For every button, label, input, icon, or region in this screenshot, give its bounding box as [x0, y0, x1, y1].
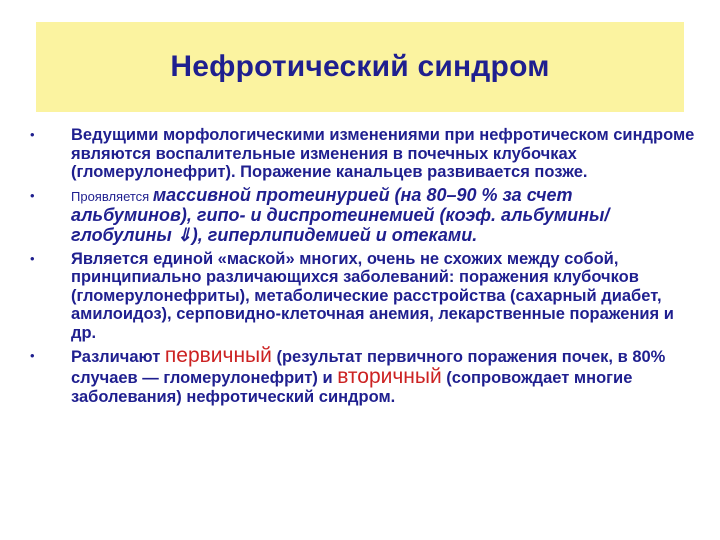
primary-term: первичный [164, 344, 272, 367]
bullet-1-text: Ведущими морфологическими изменениями при нефротическом синдроме являются воспалительные изменения в почечных клубочках (гломерулонефрит). Поражение канальцев развивается позже. [71, 126, 695, 181]
bullet-icon: • [30, 187, 35, 203]
secondary-term: вторичный [337, 365, 442, 388]
bullet-item-1 [26, 126, 698, 182]
page-title: Нефротический синдром [170, 50, 550, 83]
bullet-icon: • [30, 250, 35, 266]
bullet-4-part1: Различают [71, 348, 165, 366]
bullet-list [26, 126, 698, 411]
bullet-item-4 [26, 346, 698, 407]
bullet-2-prefix: Проявляется [71, 188, 153, 204]
bullet-icon: • [30, 348, 35, 363]
bullet-item-3 [26, 250, 698, 343]
title-banner [36, 22, 684, 112]
bullet-4-part2: (результат первичного поражения почек, в 80% случаев — гломерулонефрит) и [71, 348, 666, 387]
bullet-4-part3: (сопровождает многие заболевания) нефротический синдром. [71, 369, 633, 406]
bullet-2-emphasis: массивной протеинурией (на 80–90 % за счет альбуминов), гипо- и диспротеинемией (коэф. альбумины/глобулины ⇓), гиперлипидемией и отеками. [71, 184, 610, 245]
bullet-3-text: Является единой «маской» многих, очень не схожих между собой, принципиально различающихся заболеваний: поражения клубочков (гломерулонефриты), метаболические расстройства (сахарный диабет, амилоидоз), серповидно-клеточная анемия, лекарственные поражения и др. [71, 249, 674, 342]
bullet-icon: • [30, 127, 35, 142]
bullet-item-2 [26, 186, 698, 246]
